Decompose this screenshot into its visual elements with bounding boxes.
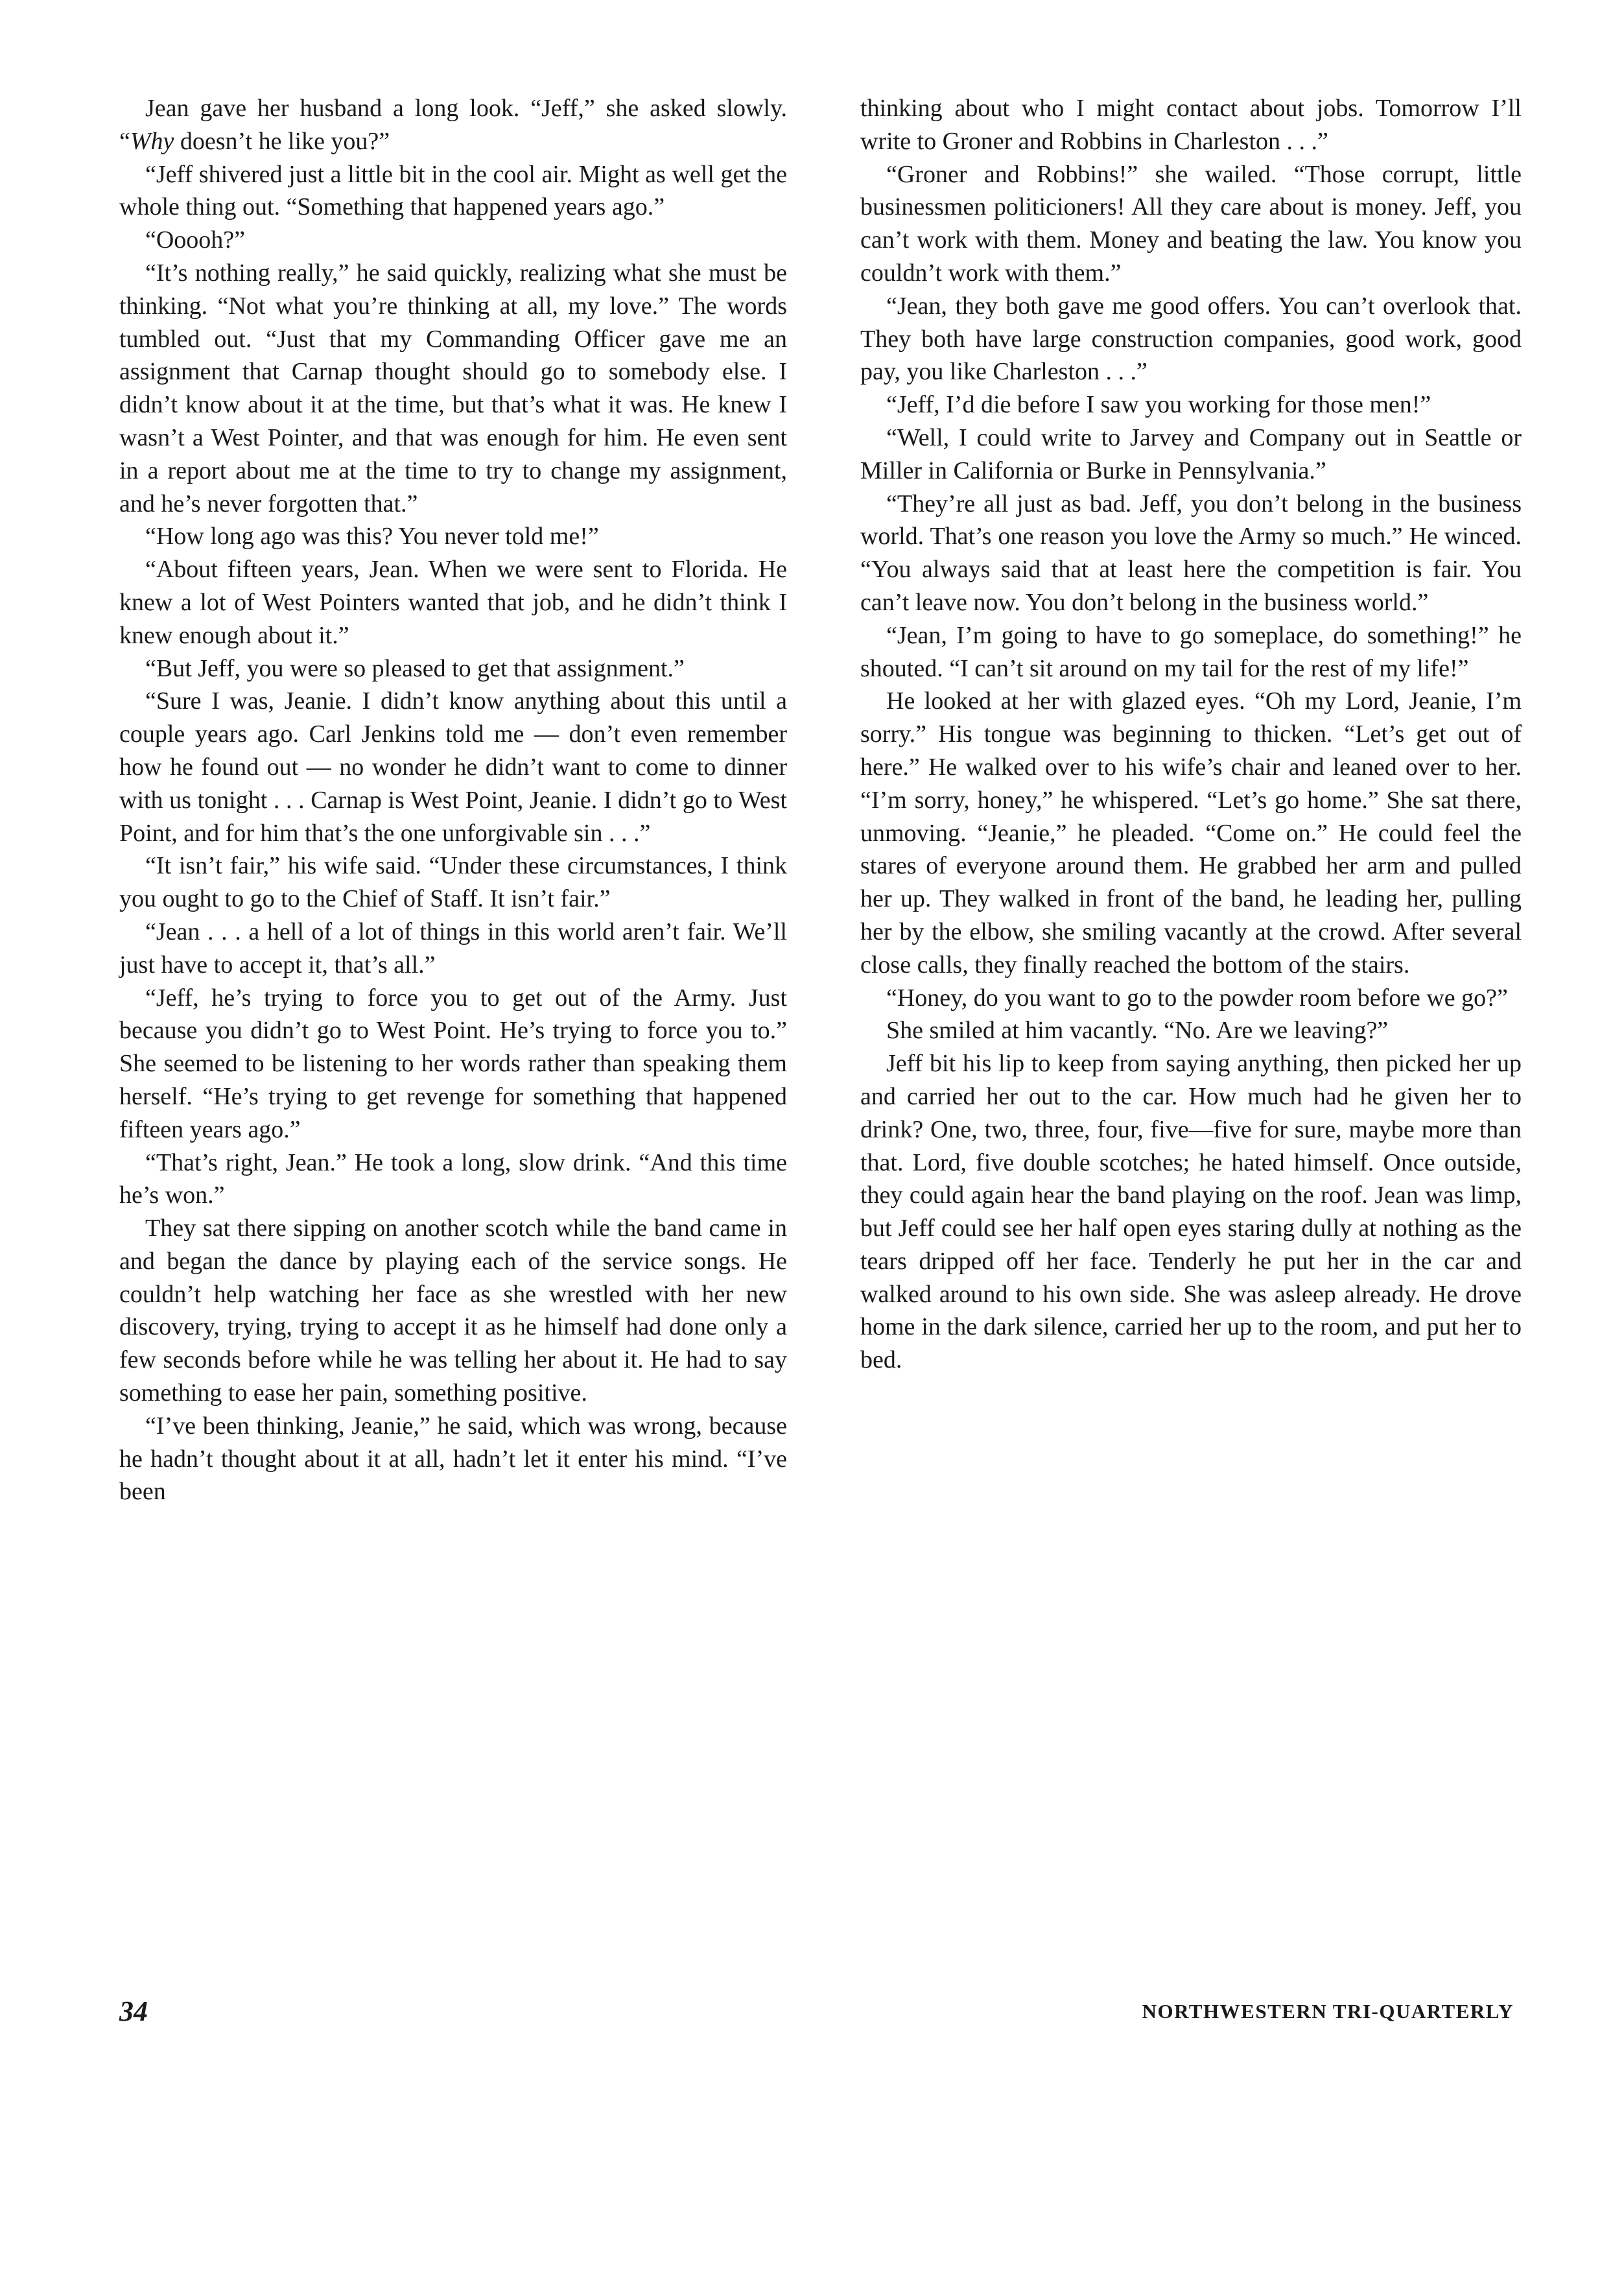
paragraph: “How long ago was this? You never told me!”: [145, 523, 599, 551]
right-text-column: [860, 92, 1522, 1377]
paragraph: “Groner and Robbins!” she wailed. “Those corrupt, little businessmen politicioners! All they care about is money. Jeff, you can’t work with them. Money and beating the law. You know you couldn’t work with them.”: [860, 160, 1522, 287]
paragraph: She smiled at him vacantly. “No. Are we leaving?”: [886, 1017, 1389, 1045]
paragraph: “Jean, I’m going to have to go someplace, do something!” he shouted. “I can’t sit around on my tail for the rest of my life!”: [860, 621, 1522, 682]
paragraph: “Jeff, he’s trying to force you to get out of the Army. Just because you didn’t go to West Point. He’s trying to force you to.” She seemed to be listening to her words rather than speaking them herself. “He’s trying to get revenge for something that happened fifteen years ago.”: [119, 984, 787, 1143]
paragraph: “About fifteen years, Jean. When we were sent to Florida. He knew a lot of West Pointers wanted that job, and he didn’t think I knew enough about it.”: [119, 556, 787, 649]
emphasis: Why: [130, 127, 174, 155]
paragraph: “Jean . . . a hell of a lot of things in this world aren’t fair. We’ll just have to accept it, that’s all.”: [119, 918, 787, 979]
running-title: NORTHWESTERN TRI-QUARTERLY: [1142, 2000, 1514, 2023]
paragraph: Jeff bit his lip to keep from saying anything, then picked her up and carried her out to the car. How much had he given her to drink? One, two, three, four, five—five for sure, maybe more than that. Lord, five double scotches; he hated himself. Once outside, they could again hear the band playing on the roof. Jean was limp, but Jeff could see her half open eyes staring dully at nothing as the tears dripped off her face. Tenderly he put her in the car and walked around to his own side. She was asleep already. He drove home in the dark silence, carried her up to the room, and put her to bed.: [860, 1050, 1522, 1374]
left-text-column: [119, 92, 787, 1508]
paragraph: “Honey, do you want to go to the powder room before we go?”: [886, 984, 1508, 1012]
paragraph: “Jean, they both gave me good offers. You can’t overlook that. They both have large construction companies, good work, good pay, you like Charleston . . .”: [860, 292, 1522, 386]
paragraph: “Jeff shivered just a little bit in the cool air. Might as well get the whole thing out. “Something that happened years ago.”: [119, 160, 787, 221]
paragraph: “Sure I was, Jeanie. I didn’t know anything about this until a couple years ago. Carl Jenkins told me — don’t even remember how he found out — no wonder he didn’t want to come to dinner with us tonight . . . Carnap is West Point, Jeanie. I didn’t go to West Point, and for him that’s the one unforgivable sin . . .”: [119, 687, 787, 847]
paragraph: “It isn’t fair,” his wife said. “Under these circumstances, I think you ought to go to the Chief of Staff. It isn’t fair.”: [119, 852, 787, 913]
paragraph: “Ooooh?”: [145, 226, 246, 254]
paragraph: He looked at her with glazed eyes. “Oh my Lord, Jeanie, I’m sorry.” His tongue was beginning to thicken. “Let’s get out of here.” He walked over to his wife’s chair and leaned over to her. “I’m sorry, honey,” he whispered. “Let’s go home.” She sat there, unmoving. “Jeanie,” he pleaded. “Come on.” He could feel the stares of everyone around them. He grabbed her arm and pulled her up. They walked in front of the band, he leading her, pulling her by the elbow, she smiling vacantly at the crowd. After several close calls, they finally reached the bottom of the stairs.: [860, 687, 1522, 979]
paragraph: They sat there sipping on another scotch while the band came in and began the dance by playing each of the service songs. He couldn’t help watching her face as she wrestled with her new discovery, trying, trying to accept it as he himself had done only a few seconds before while he was telling her about it. He had to say something to ease her pain, something positive.: [119, 1215, 787, 1407]
paragraph: “But Jeff, you were so pleased to get that assignment.”: [145, 654, 685, 682]
paragraph: Jean gave her husband a long look. “Jeff,” she asked slowly. “Why doesn’t he like you?”: [119, 95, 787, 155]
paragraph: “I’ve been thinking, Jeanie,” he said, which was wrong, because he hadn’t thought about it at all, hadn’t let it enter his mind. “I’ve been: [119, 1412, 787, 1506]
page-number: 34: [119, 1995, 148, 2027]
paragraph-continued: thinking about who I might contact about jobs. Tomorrow I’ll write to Groner and Robbins in Charleston . . .”: [860, 95, 1522, 155]
paragraph: “Jeff, I’d die before I saw you working for those men!”: [886, 391, 1431, 419]
paragraph: “Well, I could write to Jarvey and Company out in Seattle or Miller in California or Burke in Pennsylvania.”: [860, 423, 1522, 484]
paragraph: “They’re all just as bad. Jeff, you don’t belong in the business world. That’s one reason you love the Army so much.” He winced. “You always said that at least here the competition is fair. You can’t leave now. You don’t belong in the business world.”: [860, 490, 1522, 616]
paragraph: “That’s right, Jean.” He took a long, slow drink. “And this time he’s won.”: [119, 1148, 787, 1209]
paragraph: “It’s nothing really,” he said quickly, realizing what she must be thinking. “Not what you’re thinking at all, my love.” The words tumbled out. “Just that my Commanding Officer gave me an assignment that Carnap thought should go to somebody else. I didn’t know about it at the time, but that’s what it was. He knew I wasn’t a West Pointer, and that was enough for him. He even sent in a report about me at the time to try to change my assignment, and he’s never forgotten that.”: [119, 259, 787, 517]
